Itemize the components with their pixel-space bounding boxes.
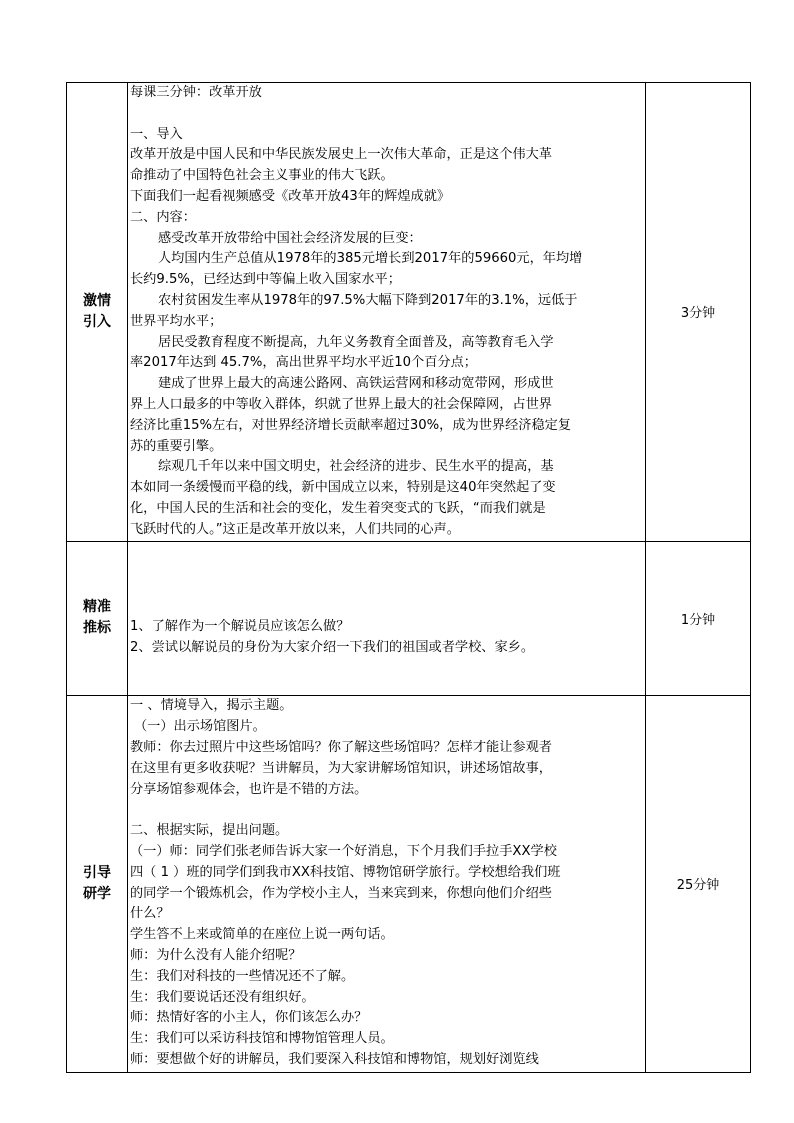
text-line: 每课三分钟：改革开放 xyxy=(130,85,262,100)
text-line: 生：我们对科技的一些情况还不了解。 xyxy=(130,968,355,984)
text-line: 人均国内生产总值从1978年的385元增长到2017年的59660元，年均增 xyxy=(158,251,583,267)
phase-cell xyxy=(67,695,128,1072)
text-line: （一）出示场馆图片。 xyxy=(134,719,266,735)
phase-cell xyxy=(67,83,128,542)
text-line: 长约9.5%，已经达到中等偏上收入国家水平； xyxy=(130,272,401,288)
time-cell: 25分钟 xyxy=(646,695,751,1072)
text-line: 教师：你去过照片中这些场馆吗？你了解这些场馆吗？怎样才能让参观者 xyxy=(130,739,552,755)
text-line: 师：为什么没有人能介绍呢？ xyxy=(130,947,302,963)
phase-label: 精准 xyxy=(83,599,111,616)
text-line: 综观几千年以来中国文明史，社会经济的进步、民生水平的提高，基 xyxy=(158,459,554,475)
table-row xyxy=(67,541,751,695)
blank-line xyxy=(128,800,645,821)
table-row xyxy=(67,695,751,1072)
text-line: 什么？ xyxy=(130,906,170,922)
table-row xyxy=(67,83,751,542)
text-line: 化，中国人民的生活和社会的变化，发生着突变式的飞跃，“而我们就是 xyxy=(130,500,546,516)
time-cell: 1分钟 xyxy=(646,541,751,695)
text-line: 命推动了中国特色社会主义事业的伟大飞跃。 xyxy=(130,168,394,184)
text-line: 界上人口最多的中等收入群体，织就了世界上最大的社会保障网，占世界 xyxy=(130,396,552,412)
text-line: 感受改革开放带给中国社会经济发展的巨变： xyxy=(158,230,422,246)
phase-label: 研学 xyxy=(83,885,111,902)
text-line: 生：我们要说话还没有组织好。 xyxy=(130,989,315,1005)
text-line: 1、了解作为一个解说员应该怎么做？ xyxy=(130,619,350,635)
phase-label: 激情 xyxy=(83,292,111,309)
text-line: 苏的重要引擎。 xyxy=(130,438,223,454)
text-line: 世界平均水平； xyxy=(130,313,223,329)
text-line: 率2017年达到 45.7%，高出世界平均水平近10个百分点； xyxy=(130,355,477,371)
text-line: 二、内容： xyxy=(130,209,196,225)
phase-cell xyxy=(67,541,128,695)
text-line: 改革开放是中国人民和中华民族发展史上一次伟大革命，正是这个伟大革 xyxy=(130,147,552,163)
text-line: 建成了世界上最大的高速公路网、高铁运营网和移动宽带网，形成世 xyxy=(158,376,554,392)
blank-line xyxy=(128,104,645,125)
text-line: 在这里有更多收获呢？当讲解员，为大家讲解场馆知识，讲述场馆故事， xyxy=(130,760,552,776)
content-cell xyxy=(128,83,646,542)
content-cell xyxy=(128,541,646,695)
text-line: 学生答不上来或简单的在座位上说一两句话。 xyxy=(130,927,394,943)
time-cell: 3分钟 xyxy=(646,83,751,542)
text-line: 师：热情好客的小主人，你们该怎么办？ xyxy=(130,1010,368,1026)
text-line: 本如同一条缓慢而平稳的线，新中国成立以来，特别是这40年突然起了变 xyxy=(130,480,556,496)
text-line: 的同学一个锻炼机会，作为学校小主人，当来宾到来，你想向他们介绍些 xyxy=(130,885,552,901)
text-line: 居民受教育程度不断提高，九年义务教育全面普及，高等教育毛入学 xyxy=(158,334,554,350)
text-line: 飞跃时代的人。”这正是改革开放以来，人们共同的心声。 xyxy=(130,521,460,537)
text-line: （一）师：同学们张老师告诉大家一个好消息，下个月我们手拉手XX学校 xyxy=(130,843,557,859)
phase-label: 推标 xyxy=(83,620,111,637)
phase-label: 引入 xyxy=(83,313,111,330)
lesson-plan-table xyxy=(66,82,751,1073)
text-line: 2、尝试以解说员的身份为大家介绍一下我们的祖国或者学校、家乡。 xyxy=(130,640,535,656)
text-line: 师：要想做个好的讲解员，我们要深入科技馆和博物馆，规划好浏览线 xyxy=(130,1051,539,1067)
text-line: 经济比重15%左右，对世界经济增长贡献率超过30%，成为世界经济稳定复 xyxy=(130,417,572,433)
text-line: 下面我们一起看视频感受《改革开放43年的辉煌成就》 xyxy=(130,188,451,204)
text-line: 农村贫困发生率从1978年的97.5%大幅下降到2017年的3.1%，远低于 xyxy=(158,292,578,308)
text-line: 分享场馆参观体会，也许是不错的方法。 xyxy=(130,781,368,797)
text-line: 一、导入 xyxy=(130,126,183,142)
text-line: 四（ 1 ）班的同学们到我市XX科技馆、博物馆研学旅行。学校想给我们班 xyxy=(130,864,561,880)
text-line: 二、根据实际，提出问题。 xyxy=(130,823,289,839)
text-line: 生：我们可以采访科技馆和博物馆管理人员。 xyxy=(130,1031,394,1047)
content-cell xyxy=(128,695,646,1072)
text-line: 一 、情境导入，揭示主题。 xyxy=(130,698,293,714)
phase-label: 引导 xyxy=(83,864,111,881)
